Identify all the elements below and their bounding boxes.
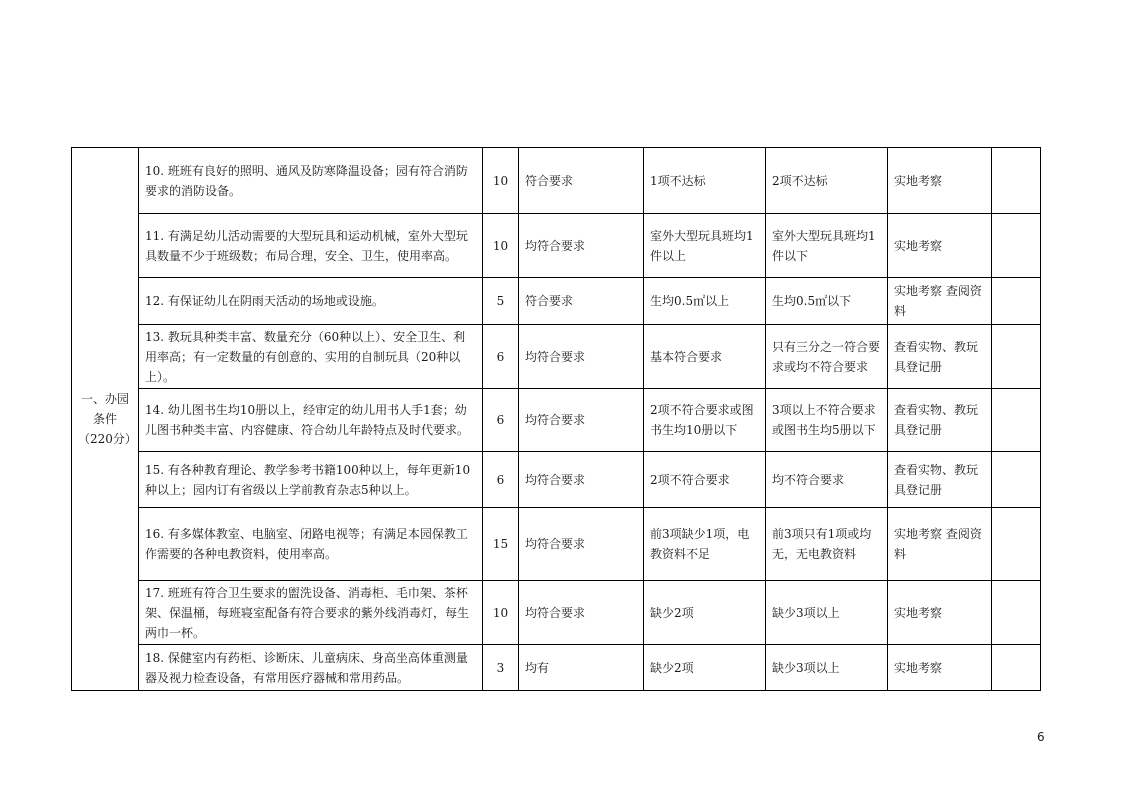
grade-b-cell: 基本符合要求: [644, 325, 766, 389]
score-cell: 6: [483, 452, 519, 508]
table-row: [72, 645, 1041, 691]
score-cell: 10: [483, 214, 519, 278]
table-row: [72, 508, 1041, 581]
note-cell: [992, 325, 1041, 389]
table-row: [72, 581, 1041, 645]
score-cell: 3: [483, 645, 519, 691]
item-text: 16. 有多媒体教室、电脑室、闭路电视等；有满足本园保教工作需要的各种电教资料，使用率高。: [139, 508, 483, 581]
item-text: 15. 有各种教育理论、教学参考书籍100种以上，每年更新10种以上；园内订有省级以上学前教育杂志5种以上。: [139, 452, 483, 508]
note-cell: [992, 508, 1041, 581]
grade-b-cell: 生均0.5㎡以上: [644, 278, 766, 325]
note-cell: [992, 214, 1041, 278]
method-cell: 实地考察 查阅资料: [888, 278, 992, 325]
method-cell: 实地考察 查阅资料: [888, 508, 992, 581]
note-cell: [992, 645, 1041, 691]
grade-c-cell: 只有三分之一符合要求或均不符合要求: [766, 325, 888, 389]
score-cell: 5: [483, 278, 519, 325]
grade-b-cell: 前3项缺少1项，电教资料不足: [644, 508, 766, 581]
method-cell: 实地考察: [888, 214, 992, 278]
score-cell: 10: [483, 581, 519, 645]
note-cell: [992, 581, 1041, 645]
score-cell: 6: [483, 325, 519, 389]
method-cell: 查看实物、教玩具登记册: [888, 452, 992, 508]
grade-a-cell: 均符合要求: [519, 325, 644, 389]
grade-a-cell: 均符合要求: [519, 581, 644, 645]
item-text: 17. 班班有符合卫生要求的盥洗设备、消毒柜、毛巾架、茶杯架、保温桶，每班寝室配备有符合要求的紫外线消毒灯，每生两巾一杯。: [139, 581, 483, 645]
score-cell: 6: [483, 389, 519, 452]
item-text: 11. 有满足幼儿活动需要的大型玩具和运动机械，室外大型玩具数量不少于班级数；布局合理，安全、卫生，使用率高。: [139, 214, 483, 278]
table-row: [72, 214, 1041, 278]
method-cell: 查看实物、教玩具登记册: [888, 325, 992, 389]
grade-c-cell: 缺少3项以上: [766, 645, 888, 691]
grade-a-cell: 符合要求: [519, 278, 644, 325]
grade-c-cell: 均不符合要求: [766, 452, 888, 508]
method-cell: 实地考察: [888, 645, 992, 691]
item-text: 10. 班班有良好的照明、通风及防寒降温设备；园有符合消防要求的消防设备。: [139, 148, 483, 214]
grade-c-cell: 缺少3项以上: [766, 581, 888, 645]
score-cell: 15: [483, 508, 519, 581]
evaluation-table: [71, 147, 1041, 691]
table-row: [72, 452, 1041, 508]
grade-a-cell: 均符合要求: [519, 214, 644, 278]
note-cell: [992, 452, 1041, 508]
score-cell: 10: [483, 148, 519, 214]
table-row: [72, 325, 1041, 389]
grade-a-cell: 均符合要求: [519, 508, 644, 581]
method-cell: 查看实物、教玩具登记册: [888, 389, 992, 452]
item-text: 14. 幼儿图书生均10册以上，经审定的幼儿用书人手1套；幼儿图书种类丰富、内容健康、符合幼儿年龄特点及时代要求。: [139, 389, 483, 452]
grade-b-cell: 1项不达标: [644, 148, 766, 214]
note-cell: [992, 389, 1041, 452]
method-cell: 实地考察: [888, 581, 992, 645]
grade-a-cell: 均有: [519, 645, 644, 691]
method-cell: 实地考察: [888, 148, 992, 214]
grade-c-cell: 生均0.5㎡以下: [766, 278, 888, 325]
category-cell: 一、办园条件（220分）: [72, 148, 139, 691]
grade-c-cell: 前3项只有1项或均无，无电教资料: [766, 508, 888, 581]
grade-a-cell: 均符合要求: [519, 452, 644, 508]
grade-b-cell: 缺少2项: [644, 645, 766, 691]
grade-b-cell: 2项不符合要求: [644, 452, 766, 508]
note-cell: [992, 278, 1041, 325]
grade-b-cell: 缺少2项: [644, 581, 766, 645]
note-cell: [992, 148, 1041, 214]
table-row: [72, 148, 1041, 214]
grade-c-cell: 室外大型玩具班均1件以下: [766, 214, 888, 278]
grade-b-cell: 2项不符合要求或图书生均10册以下: [644, 389, 766, 452]
grade-a-cell: 符合要求: [519, 148, 644, 214]
grade-a-cell: 均符合要求: [519, 389, 644, 452]
grade-b-cell: 室外大型玩具班均1件以上: [644, 214, 766, 278]
page-number: 6: [1037, 730, 1045, 744]
grade-c-cell: 3项以上不符合要求或图书生均5册以下: [766, 389, 888, 452]
grade-c-cell: 2项不达标: [766, 148, 888, 214]
item-text: 13. 教玩具种类丰富、数量充分（60种以上）、安全卫生、利用率高；有一定数量的有创意的、实用的自制玩具（20种以上）。: [139, 325, 483, 389]
table-row: [72, 389, 1041, 452]
item-text: 12. 有保证幼儿在阴雨天活动的场地或设施。: [139, 278, 483, 325]
item-text: 18. 保健室内有药柜、诊断床、儿童病床、身高坐高体重测量器及视力检查设备，有常用医疗器械和常用药品。: [139, 645, 483, 691]
table-row: [72, 278, 1041, 325]
